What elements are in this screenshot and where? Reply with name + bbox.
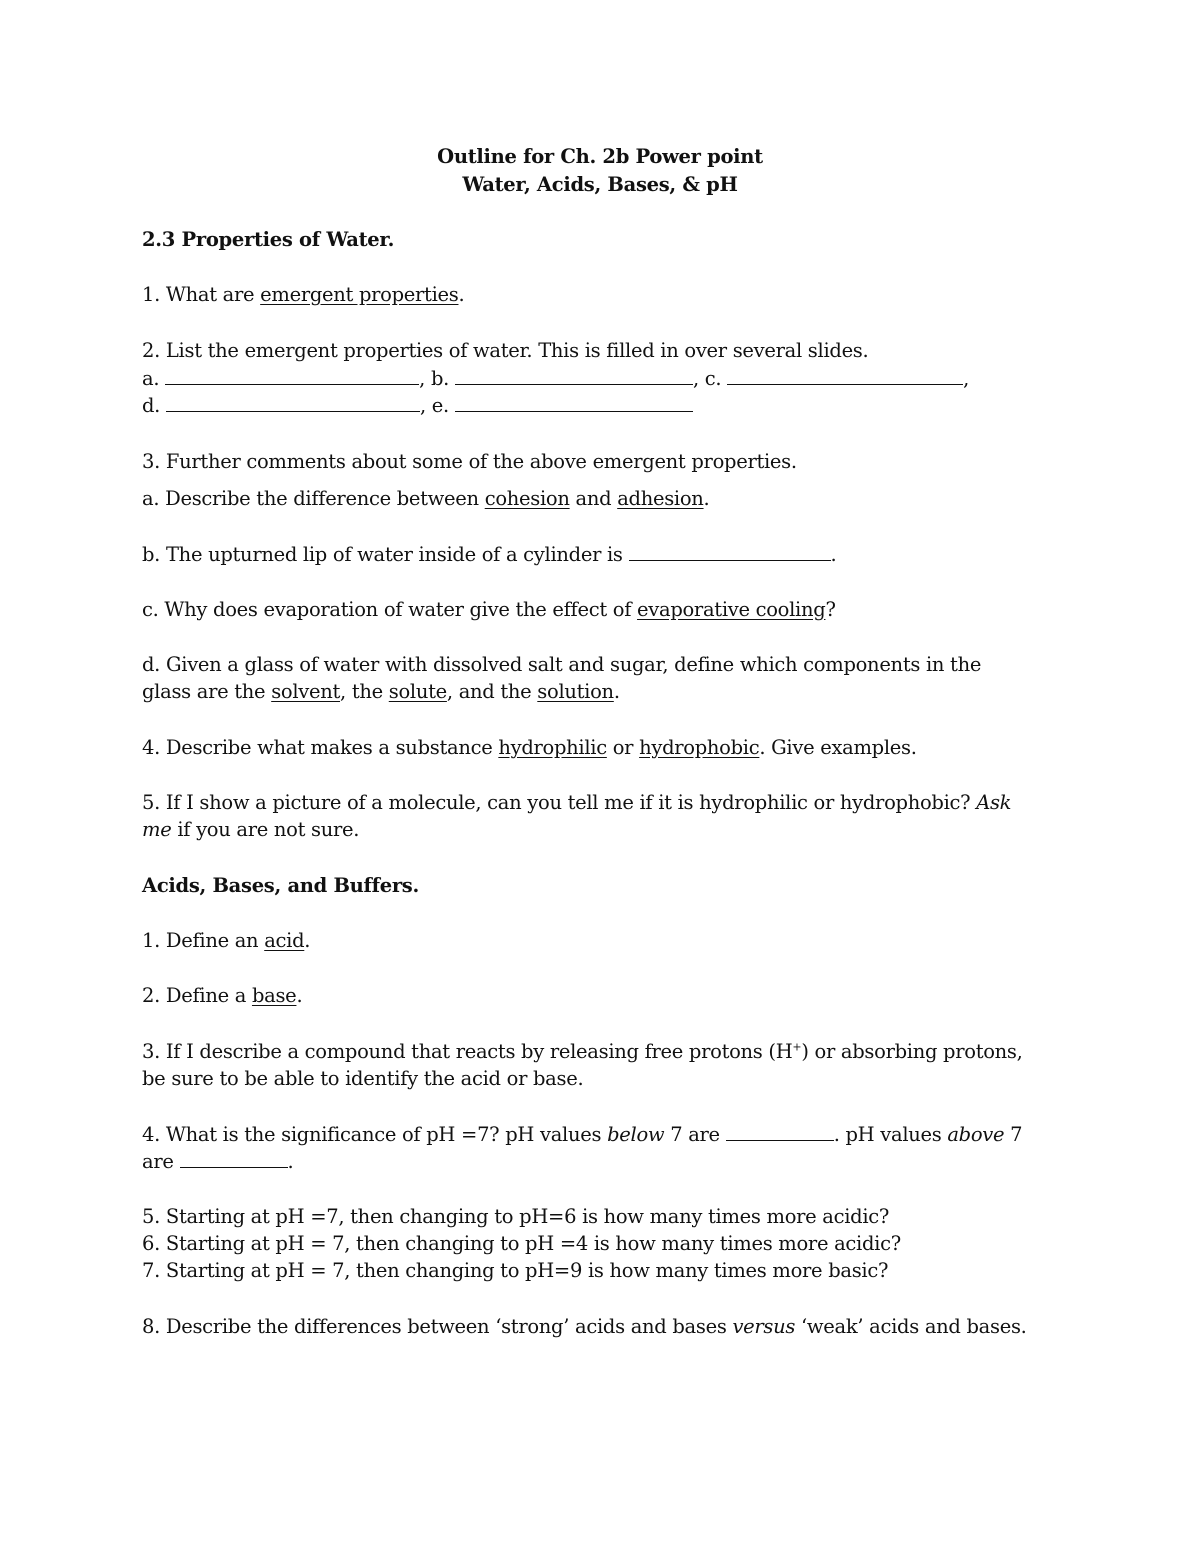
water-question-5-line2: me if you are not sure. <box>142 818 360 841</box>
page-subtitle: Water, Acids, Bases, & pH <box>462 173 738 196</box>
water-question-3c: c. Why does evaporation of water give the effect of evaporative cooling? <box>142 598 836 621</box>
water-question-2: 2. List the emergent properties of water. This is filled in over several slides. <box>142 339 869 362</box>
acids-question-4-line1: 4. What is the significance of pH =7? pH values below 7 are . pH values above 7 <box>142 1123 1023 1146</box>
acids-question-5: 5. Starting at pH =7, then changing to pH=6 is how many times more acidic? <box>142 1205 890 1228</box>
answer-blank-e[interactable] <box>455 393 693 412</box>
water-question-3a: a. Describe the difference between cohesion and adhesion. <box>142 487 710 510</box>
section-heading-acids: Acids, Bases, and Buffers. <box>142 874 419 897</box>
answer-blank-c[interactable] <box>727 366 963 385</box>
section-heading-water: 2.3 Properties of Water. <box>142 228 395 251</box>
water-question-5-line1: 5. If I show a picture of a molecule, can you tell me if it is hydrophilic or hydrophobic? Ask <box>142 791 1012 814</box>
acids-question-6: 6. Starting at pH = 7, then changing to pH =4 is how many times more acidic? <box>142 1232 901 1255</box>
acids-question-4-line2: are . <box>142 1150 294 1173</box>
water-question-4: 4. Describe what makes a substance hydrophilic or hydrophobic. Give examples. <box>142 736 917 759</box>
acids-question-8: 8. Describe the differences between ‘strong’ acids and bases versus ‘weak’ acids and bases. <box>142 1315 1027 1338</box>
blank-row-abc: a. , b. , c. , <box>142 367 970 390</box>
answer-blank-above-7[interactable] <box>180 1149 288 1168</box>
water-question-3d-line1: d. Given a glass of water with dissolved salt and sugar, define which components in the <box>142 653 982 676</box>
acids-question-3-line1: 3. If I describe a compound that reacts by releasing free protons (H+) or absorbing protons, <box>142 1040 1023 1063</box>
answer-blank-below-7[interactable] <box>726 1122 834 1141</box>
answer-blank-d[interactable] <box>166 393 420 412</box>
blank-row-de: d. , e. <box>142 392 693 419</box>
water-question-3b: b. The upturned lip of water inside of a cylinder is . <box>142 543 837 566</box>
acids-question-1: 1. Define an acid. <box>142 929 311 952</box>
acids-question-7: 7. Starting at pH = 7, then changing to pH=9 is how many times more basic? <box>142 1259 889 1282</box>
answer-blank-meniscus[interactable] <box>629 542 831 561</box>
acids-question-2: 2. Define a base. <box>142 984 303 1007</box>
answer-blank-b[interactable] <box>455 366 693 385</box>
answer-blank-a[interactable] <box>165 366 419 385</box>
water-question-1: 1. What are emergent properties. <box>142 283 465 306</box>
water-question-3d-line2: glass are the solvent, the solute, and the solution. <box>142 680 620 703</box>
water-question-3: 3. Further comments about some of the above emergent properties. <box>142 450 797 473</box>
acids-question-3-line2: be sure to be able to identify the acid or base. <box>142 1067 584 1090</box>
page-title: Outline for Ch. 2b Power point <box>437 145 763 168</box>
